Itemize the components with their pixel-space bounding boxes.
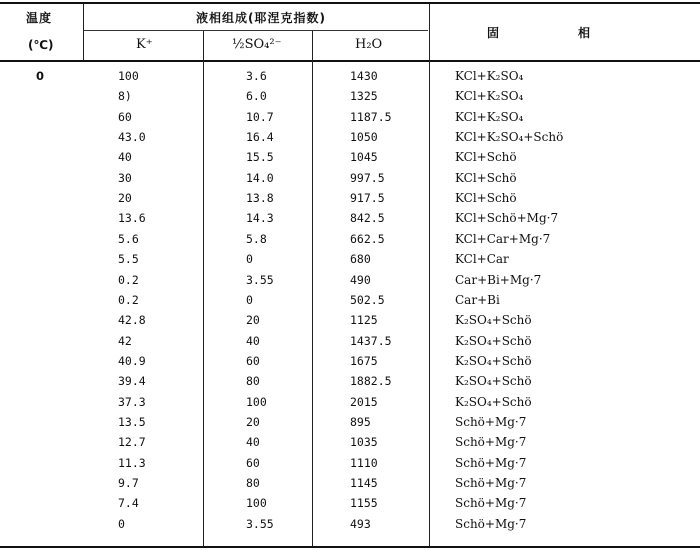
- cell-k: 43.0: [118, 130, 146, 145]
- cell-solid-phase: KCl+Schö: [455, 191, 517, 206]
- cell-k: 30: [118, 170, 132, 185]
- cell-solid-phase: KCl+K₂SO₄: [455, 89, 524, 104]
- table-row: [0, 371, 700, 391]
- table-row: [0, 270, 700, 290]
- cell-k: 42: [118, 333, 132, 348]
- cell-solid-phase: KCl+K₂SO₄+Schö: [455, 130, 564, 145]
- cell-h2o: 1045: [350, 150, 378, 165]
- cell-solid-phase: K₂SO₄+Schö: [455, 333, 532, 348]
- cell-solid-phase: KCl+Schö: [455, 170, 517, 185]
- table-row: [0, 310, 700, 330]
- table-top-border: [0, 2, 700, 4]
- cell-solid-phase: Schö+Mg·7: [455, 496, 527, 511]
- cell-k: 8): [118, 89, 132, 104]
- cell-h2o: 1035: [350, 435, 378, 450]
- cell-so4: 10.7: [246, 109, 274, 124]
- table-row: [0, 127, 700, 147]
- cell-solid-phase: KCl+K₂SO₄: [455, 69, 524, 83]
- cell-so4: 100: [246, 394, 267, 409]
- column-so4-header: ½SO₄²⁻: [232, 37, 282, 52]
- cell-so4: 14.0: [246, 170, 274, 185]
- table-row: [0, 453, 700, 473]
- cell-h2o: 1145: [350, 476, 378, 490]
- table-row: [0, 493, 700, 513]
- column-k-header: K⁺: [136, 37, 153, 52]
- cell-solid-phase: Car+Bi+Mg·7: [455, 272, 542, 287]
- table-row: [0, 331, 700, 351]
- cell-k: 100: [118, 69, 139, 83]
- cell-so4: 40: [246, 435, 260, 450]
- cell-h2o: 1430: [350, 69, 378, 83]
- cell-k: 40.9: [118, 353, 146, 368]
- cell-k: 12.7: [118, 435, 146, 450]
- divider-temp: [83, 4, 84, 60]
- cell-h2o: 1882.5: [350, 374, 392, 389]
- temperature-label: 温度: [26, 11, 53, 25]
- cell-solid-phase: KCl+K₂SO₄: [455, 109, 524, 124]
- liquid-phase-subrule: [84, 30, 428, 31]
- cell-solid-phase: Schö+Mg·7: [455, 455, 527, 470]
- temperature-unit: (℃): [28, 38, 54, 52]
- cell-h2o: 1187.5: [350, 109, 392, 124]
- table-row: [0, 412, 700, 432]
- cell-solid-phase: K₂SO₄+Schö: [455, 313, 532, 328]
- cell-solid-phase: KCl+Schö: [455, 150, 517, 165]
- solid-phase-label: 固 相: [487, 26, 592, 40]
- header-bottom-border: [0, 60, 700, 62]
- cell-k: 20: [118, 191, 132, 206]
- liquid-phase-label: 液相组成(耶涅克指数): [196, 11, 326, 25]
- table-row: [0, 249, 700, 269]
- cell-k: 11.3: [118, 455, 146, 470]
- cell-h2o: 662.5: [350, 231, 385, 246]
- cell-k: 42.8: [118, 313, 146, 328]
- cell-h2o: 997.5: [350, 170, 385, 185]
- cell-k: 40: [118, 150, 132, 165]
- table-row: [0, 86, 700, 106]
- table-bottom-border: [0, 546, 700, 548]
- cell-so4: 3.55: [246, 272, 274, 287]
- cell-h2o: 502.5: [350, 292, 385, 307]
- cell-so4: 0: [246, 292, 253, 307]
- cell-solid-phase: Car+Bi: [455, 292, 500, 307]
- cell-solid-phase: Schö+Mg·7: [455, 414, 527, 429]
- table-row: [0, 107, 700, 127]
- cell-so4: 3.6: [246, 69, 267, 83]
- cell-temperature: 0: [36, 69, 45, 83]
- cell-k: 5.6: [118, 231, 139, 246]
- cell-h2o: 1675: [350, 353, 378, 368]
- cell-solid-phase: KCl+Car: [455, 252, 509, 267]
- cell-so4: 80: [246, 374, 260, 389]
- cell-k: 0.2: [118, 292, 139, 307]
- cell-h2o: 1155: [350, 496, 378, 511]
- cell-h2o: 917.5: [350, 191, 385, 206]
- cell-so4: 13.8: [246, 191, 274, 206]
- cell-k: 13.6: [118, 211, 146, 226]
- cell-h2o: 1125: [350, 313, 378, 328]
- table-row: [0, 290, 700, 310]
- cell-k: 0.2: [118, 272, 139, 287]
- cell-h2o: 680: [350, 252, 371, 267]
- cell-so4: 20: [246, 414, 260, 429]
- cell-so4: 100: [246, 496, 267, 511]
- table-row: [0, 392, 700, 412]
- table-row: [0, 188, 700, 208]
- table-row: [0, 66, 700, 86]
- cell-h2o: 895: [350, 414, 371, 429]
- cell-solid-phase: KCl+Schö+Mg·7: [455, 211, 559, 226]
- cell-solid-phase: K₂SO₄+Schö: [455, 353, 532, 368]
- cell-k: 9.7: [118, 476, 139, 490]
- cell-solid-phase: Schö+Mg·7: [455, 435, 527, 450]
- cell-so4: 6.0: [246, 89, 267, 104]
- cell-solid-phase: Schö+Mg·7: [455, 476, 527, 490]
- cell-k: 5.5: [118, 252, 139, 267]
- cell-so4: 3.55: [246, 516, 274, 531]
- cell-so4: 80: [246, 476, 260, 490]
- cell-so4: 16.4: [246, 130, 274, 145]
- cell-h2o: 2015: [350, 394, 378, 409]
- column-h2o-header: H₂O: [355, 37, 383, 52]
- cell-h2o: 1050: [350, 130, 378, 145]
- cell-so4: 40: [246, 333, 260, 348]
- cell-so4: 14.3: [246, 211, 274, 226]
- cell-h2o: 842.5: [350, 211, 385, 226]
- table-row: [0, 208, 700, 228]
- cell-solid-phase: KCl+Car+Mg·7: [455, 231, 551, 246]
- cell-h2o: 1325: [350, 89, 378, 104]
- table-row: [0, 351, 700, 371]
- cell-h2o: 1437.5: [350, 333, 392, 348]
- table-row: [0, 473, 700, 493]
- cell-so4: 5.8: [246, 231, 267, 246]
- table-row: [0, 168, 700, 188]
- cell-so4: 15.5: [246, 150, 274, 165]
- table-row: [0, 147, 700, 167]
- cell-solid-phase: Schö+Mg·7: [455, 516, 527, 531]
- cell-k: 0: [118, 516, 125, 531]
- table-row: [0, 229, 700, 249]
- cell-h2o: 1110: [350, 455, 378, 470]
- cell-solid-phase: K₂SO₄+Schö: [455, 374, 532, 389]
- table-row: [0, 432, 700, 452]
- cell-so4: 60: [246, 353, 260, 368]
- cell-k: 37.3: [118, 394, 146, 409]
- table-row: [0, 514, 700, 534]
- cell-h2o: 490: [350, 272, 371, 287]
- cell-k: 39.4: [118, 374, 146, 389]
- cell-k: 60: [118, 109, 132, 124]
- cell-so4: 60: [246, 455, 260, 470]
- cell-so4: 20: [246, 313, 260, 328]
- cell-so4: 0: [246, 252, 253, 267]
- cell-solid-phase: K₂SO₄+Schö: [455, 394, 532, 409]
- cell-k: 7.4: [118, 496, 139, 511]
- cell-k: 13.5: [118, 414, 146, 429]
- cell-h2o: 493: [350, 516, 371, 531]
